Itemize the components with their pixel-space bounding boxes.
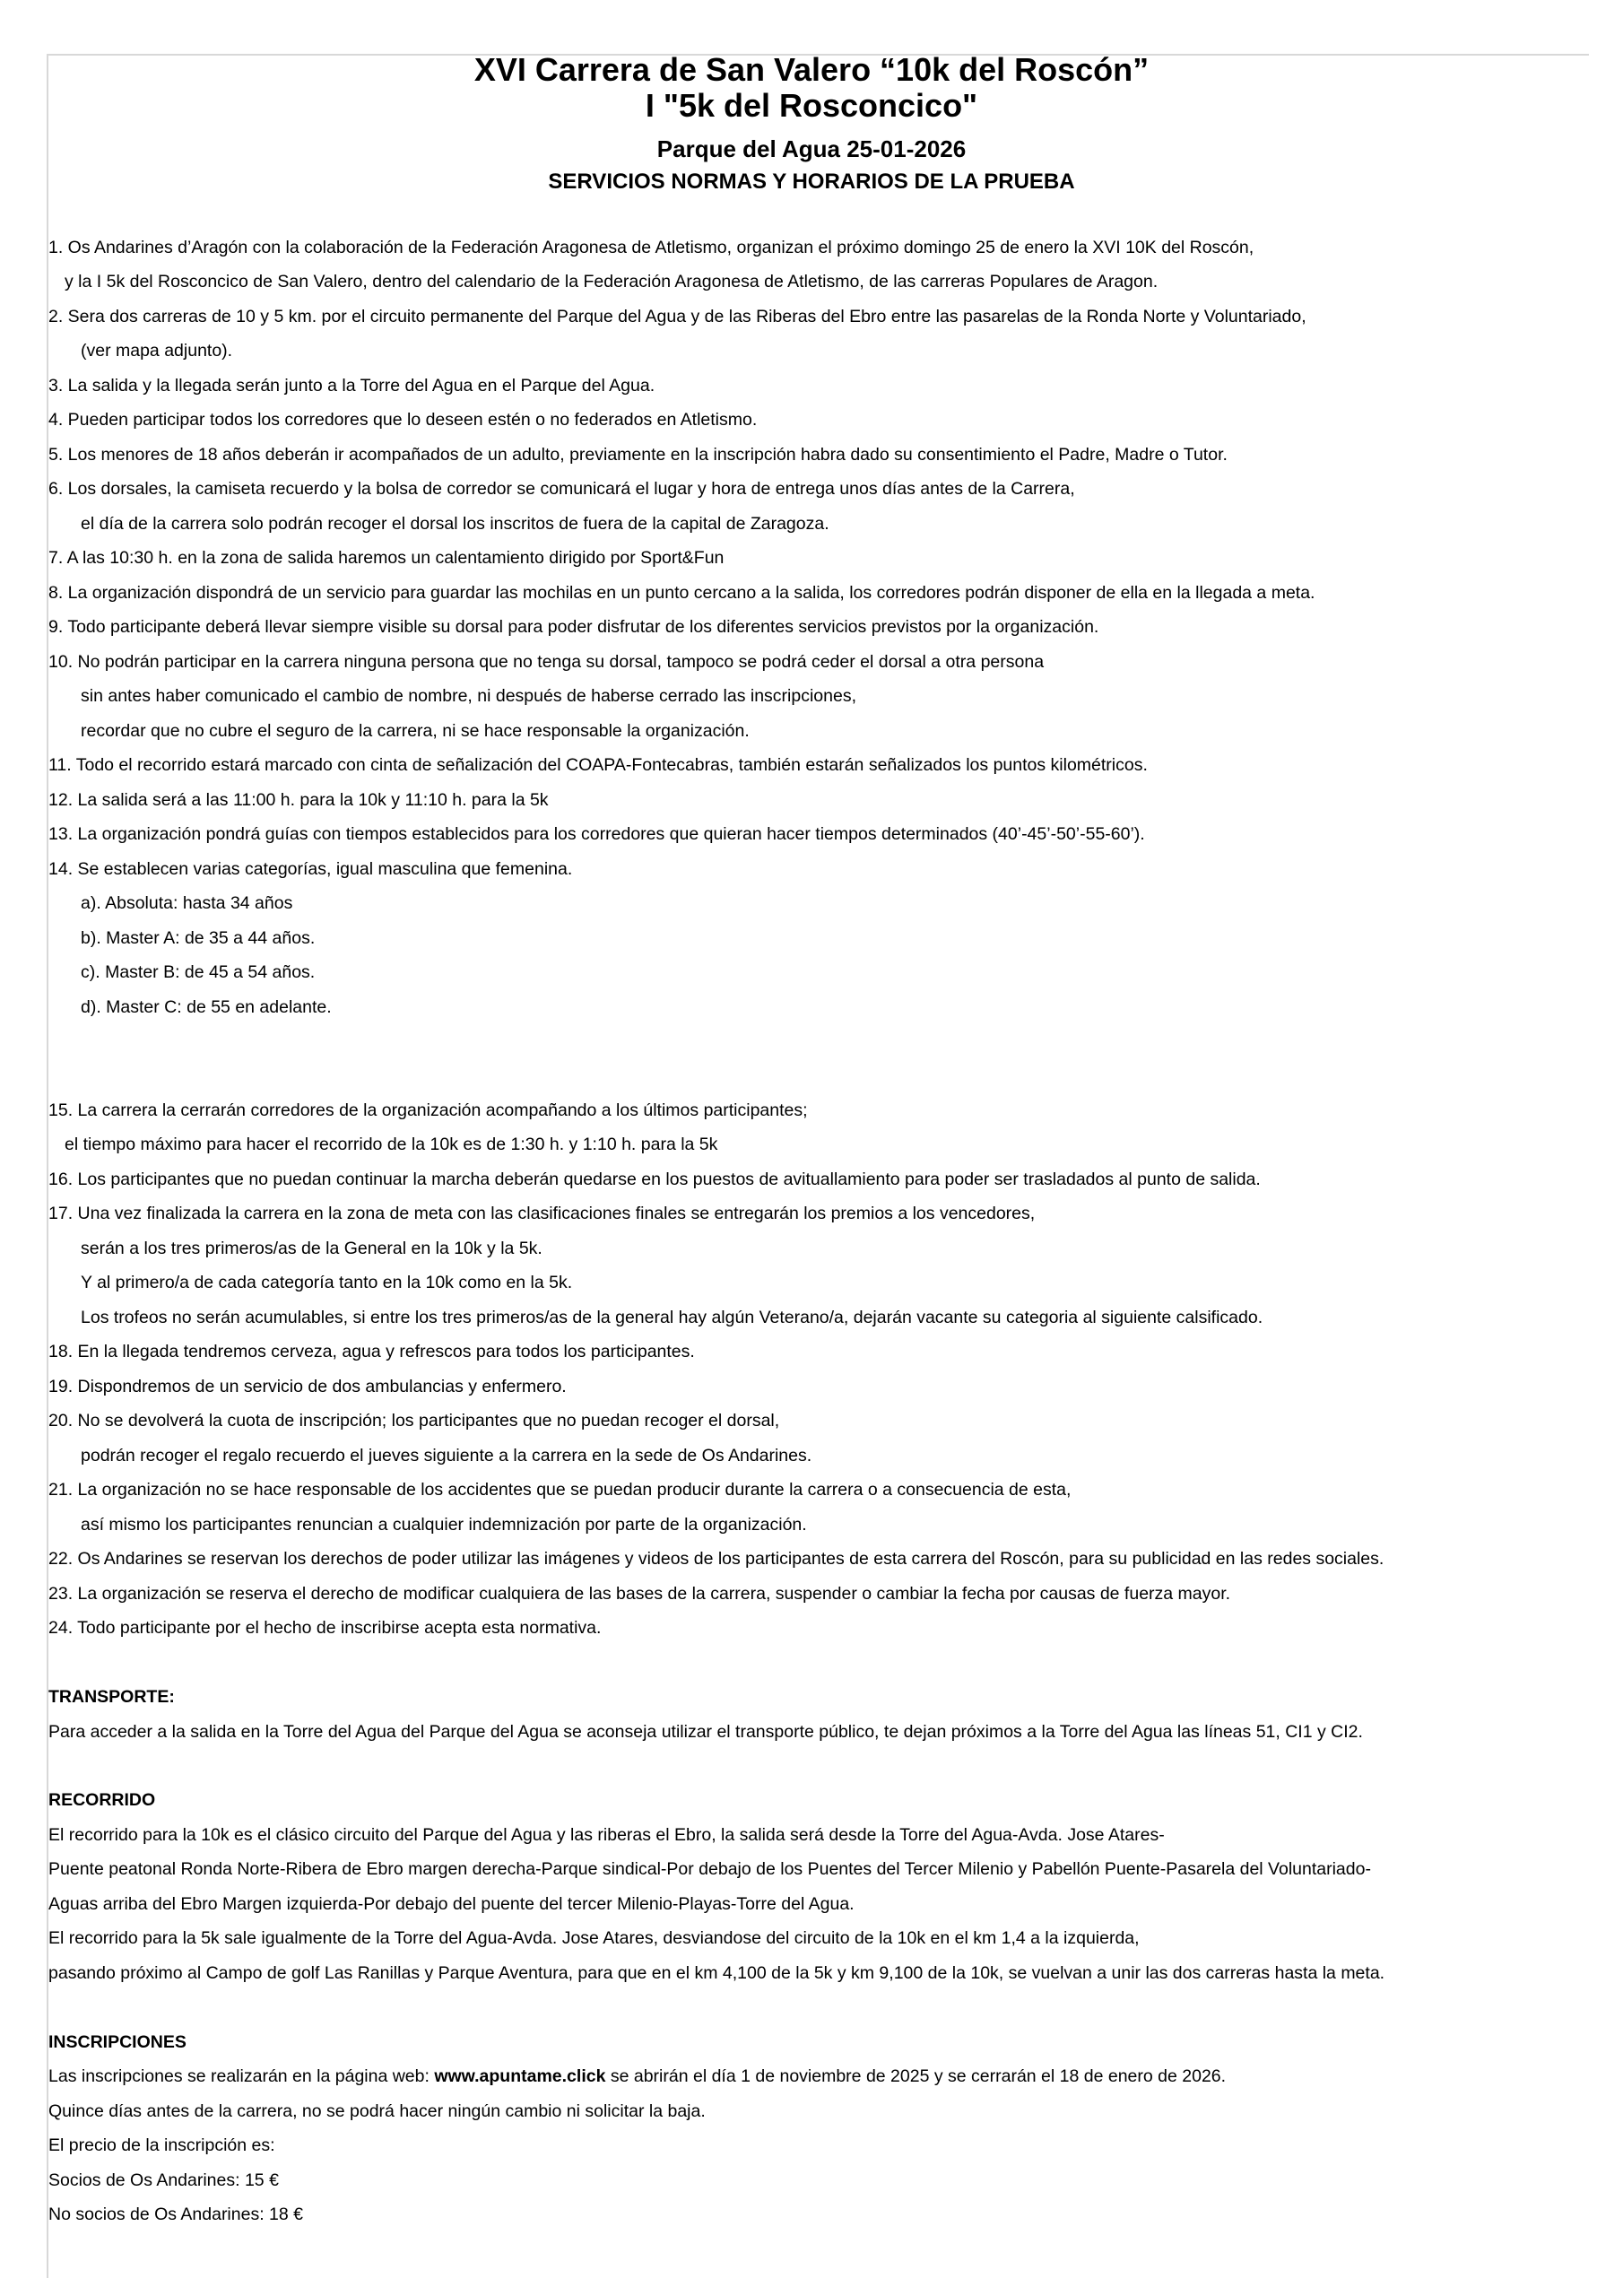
transport-heading: TRANSPORTE: [48,1687,175,1707]
rule-6: 6. Los dorsales, la camiseta recuerdo y la bolsa de corredor se comunicará el lugar y hora de entrega unos días antes de la Carrera, [48,479,1075,499]
section-title: SERVICIOS NORMAS Y HORARIOS DE LA PRUEBA [548,170,1075,194]
rule-13: 13. La organización pondrá guías con tiempos establecidos para los corredores que quieran hacer tiempos determinados (40’-45’-50’-55-60’). [48,824,1145,844]
registration-line-1 [48,2064,1226,2089]
registration-line-2: Quince días antes de la carrera, no se podrá hacer ningún cambio ni solicitar la baja. [48,2101,706,2121]
price-members: Socios de Os Andarines: 15 € [48,2170,279,2190]
route-line-2: Puente peatonal Ronda Norte-Ribera de Ebro margen derecha-Parque sindical-Por debajo de los Puentes del Tercer Milenio y Pabellón Puente-Pasarela del Voluntariado- [48,1859,1371,1879]
route-heading: RECORRIDO [48,1790,156,1810]
rule-19: 19. Dispondremos de un servicio de dos ambulancias y enfermero. [48,1377,567,1396]
route-line-4: El recorrido para la 5k sale igualmente de la Torre del Agua-Avda. Jose Atares, desviandose del circuito de la 10k en el km 1,4 a la izquierda, [48,1928,1140,1948]
rule-14: 14. Se establecen varias categorías, igual masculina que femenina. [48,859,573,879]
rule-3: 3. La salida y la llegada serán junto a la Torre del Agua en el Parque del Agua. [48,376,655,396]
title-5k: I "5k del Rosconcico" [645,87,978,124]
rule-17-cont-1: serán a los tres primeros/as de la General en la 10k y la 5k. [81,1239,542,1258]
rule-1: 1. Os Andarines d’Aragón con la colaboración de la Federación Aragonesa de Atletismo, organizan el próximo domingo 25 de enero la XVI 10K del Roscón, [48,238,1254,257]
category-d: d). Master C: de 55 en adelante. [81,997,332,1017]
rule-10-cont-2: recordar que no cubre el seguro de la carrera, ni se hace responsable la organización. [81,721,750,741]
registration-website-link[interactable]: www.apuntame.click [434,2066,606,2086]
venue-date: Parque del Agua 25-01-2026 [656,135,967,162]
rule-10-cont-1: sin antes haber comunicado el cambio de nombre, ni después de haberse cerrado las inscripciones, [81,686,856,706]
registration-dates: se abrirán el día 1 de noviembre de 2025 y se cerrarán el 18 de enero de 2026. [610,2066,1227,2086]
rule-16: 16. Los participantes que no puedan continuar la marcha deberán quedarse en los puestos de avituallamiento para poder ser trasladados al punto de salida. [48,1170,1261,1189]
rule-2-cont: (ver mapa adjunto). [81,341,233,361]
category-b: b). Master A: de 35 a 44 años. [81,928,316,948]
rule-8: 8. La organización dispondrá de un servicio para guardar las mochilas en un punto cercano a la salida, los corredores podrán disponer de ella en la llegada a meta. [48,583,1315,603]
rule-17-cont-3: Los trofeos no serán acumulables, si entre los tres primeros/as de la general hay algún Veterano/a, dejarán vacante su categoria al siguiente calsificado. [81,1308,1263,1327]
rule-18: 18. En la llegada tendremos cerveza, agua y refrescos para todos los participantes. [48,1342,695,1361]
rule-5: 5. Los menores de 18 años deberán ir acompañados de un adulto, previamente en la inscripción habra dado su consentimiento el Padre, Madre o Tutor. [48,445,1228,465]
rule-23: 23. La organización se reserva el derecho de modificar cualquiera de las bases de la carrera, suspender o cambiar la fecha por causas de fuerza mayor. [48,1584,1231,1604]
title-10k: XVI Carrera de San Valero “10k del Roscón” [473,51,1150,88]
rule-15: 15. La carrera la cerrarán corredores de la organización acompañando a los últimos participantes; [48,1100,808,1120]
rule-7: 7. A las 10:30 h. en la zona de salida haremos un calentamiento dirigido por Sport&Fun [48,548,725,568]
rule-15-cont: el tiempo máximo para hacer el recorrido de la 10k es de 1:30 h. y 1:10 h. para la 5k [65,1135,718,1154]
rule-21-cont: así mismo los participantes renuncian a cualquier indemnización por parte de la organización. [81,1515,807,1535]
registration-heading: INSCRIPCIONES [48,2032,187,2052]
route-line-5: pasando próximo al Campo de golf Las Ranillas y Parque Aventura, para que en el km 4,100 de la 5k y km 9,100 de la 10k, se vuelvan a unir las dos carreras hasta la meta. [48,1963,1385,1983]
rule-17: 17. Una vez finalizada la carrera en la zona de meta con las clasificaciones finales se entregarán los premios a los vencedores, [48,1204,1036,1223]
rule-9: 9. Todo participante deberá llevar siempre visible su dorsal para poder disfrutar de los diferentes servicios previstos por la organización. [48,617,1099,637]
category-a: a). Absoluta: hasta 34 años [81,893,293,913]
price-non-members: No socios de Os Andarines: 18 € [48,2205,303,2224]
rule-2: 2. Sera dos carreras de 10 y 5 km. por el circuito permanente del Parque del Agua y de las Riberas del Ebro entre las pasarelas de la Ronda Norte y Voluntariado, [48,307,1306,326]
document-header [0,52,1623,197]
rule-4: 4. Pueden participar todos los corredores que lo deseen estén o no federados en Atletismo. [48,410,758,430]
rule-21: 21. La organización no se hace responsable de los accidentes que se puedan producir durante la carrera o a consecuencia de esta, [48,1480,1072,1500]
category-c: c). Master B: de 45 a 54 años. [81,962,316,982]
rule-12: 12. La salida será a las 11:00 h. para la 10k y 11:10 h. para la 5k [48,790,549,810]
rule-20-cont: podrán recoger el regalo recuerdo el jueves siguiente a la carrera en la sede de Os Andarines. [81,1446,812,1465]
registration-price-label: El precio de la inscripción es: [48,2135,275,2155]
rule-17-cont-2: Y al primero/a de cada categoría tanto en la 10k como en la 5k. [81,1273,573,1292]
rule-20: 20. No se devolverá la cuota de inscripción; los participantes que no puedan recoger el dorsal, [48,1411,780,1431]
rule-1-cont: y la I 5k del Rosconcico de San Valero, dentro del calendario de la Federación Aragonesa de Atletismo, de las carreras Populares de Aragon. [65,272,1159,291]
route-line-1: El recorrido para la 10k es el clásico circuito del Parque del Agua y las riberas el Ebro, la salida será desde la Torre del Agua-Avda. Jose Atares- [48,1825,1165,1845]
rule-22: 22. Os Andarines se reservan los derechos de poder utilizar las imágenes y videos de los participantes de esta carrera del Roscón, para su publicidad en las redes sociales. [48,1549,1384,1569]
rule-6-cont: el día de la carrera solo podrán recoger el dorsal los inscritos de fuera de la capital de Zaragoza. [81,514,829,534]
rule-10: 10. No podrán participar en la carrera ninguna persona que no tenga su dorsal, tampoco se podrá ceder el dorsal a otra persona [48,652,1045,672]
rule-11: 11. Todo el recorrido estará marcado con cinta de señalización del COAPA-Fontecabras, también estarán señalizados los puntos kilométricos. [48,755,1148,775]
registration-intro: Las inscripciones se realizarán en la página web: [48,2066,430,2086]
rule-24: 24. Todo participante por el hecho de inscribirse acepta esta normativa. [48,1618,602,1638]
route-line-3: Aguas arriba del Ebro Margen izquierda-Por debajo del puente del tercer Milenio-Playas-Torre del Agua. [48,1894,855,1914]
transport-text: Para acceder a la salida en la Torre del Agua del Parque del Agua se aconseja utilizar el transporte público, te dejan próximos a la Torre del Agua las líneas 51, CI1 y CI2. [48,1722,1363,1742]
